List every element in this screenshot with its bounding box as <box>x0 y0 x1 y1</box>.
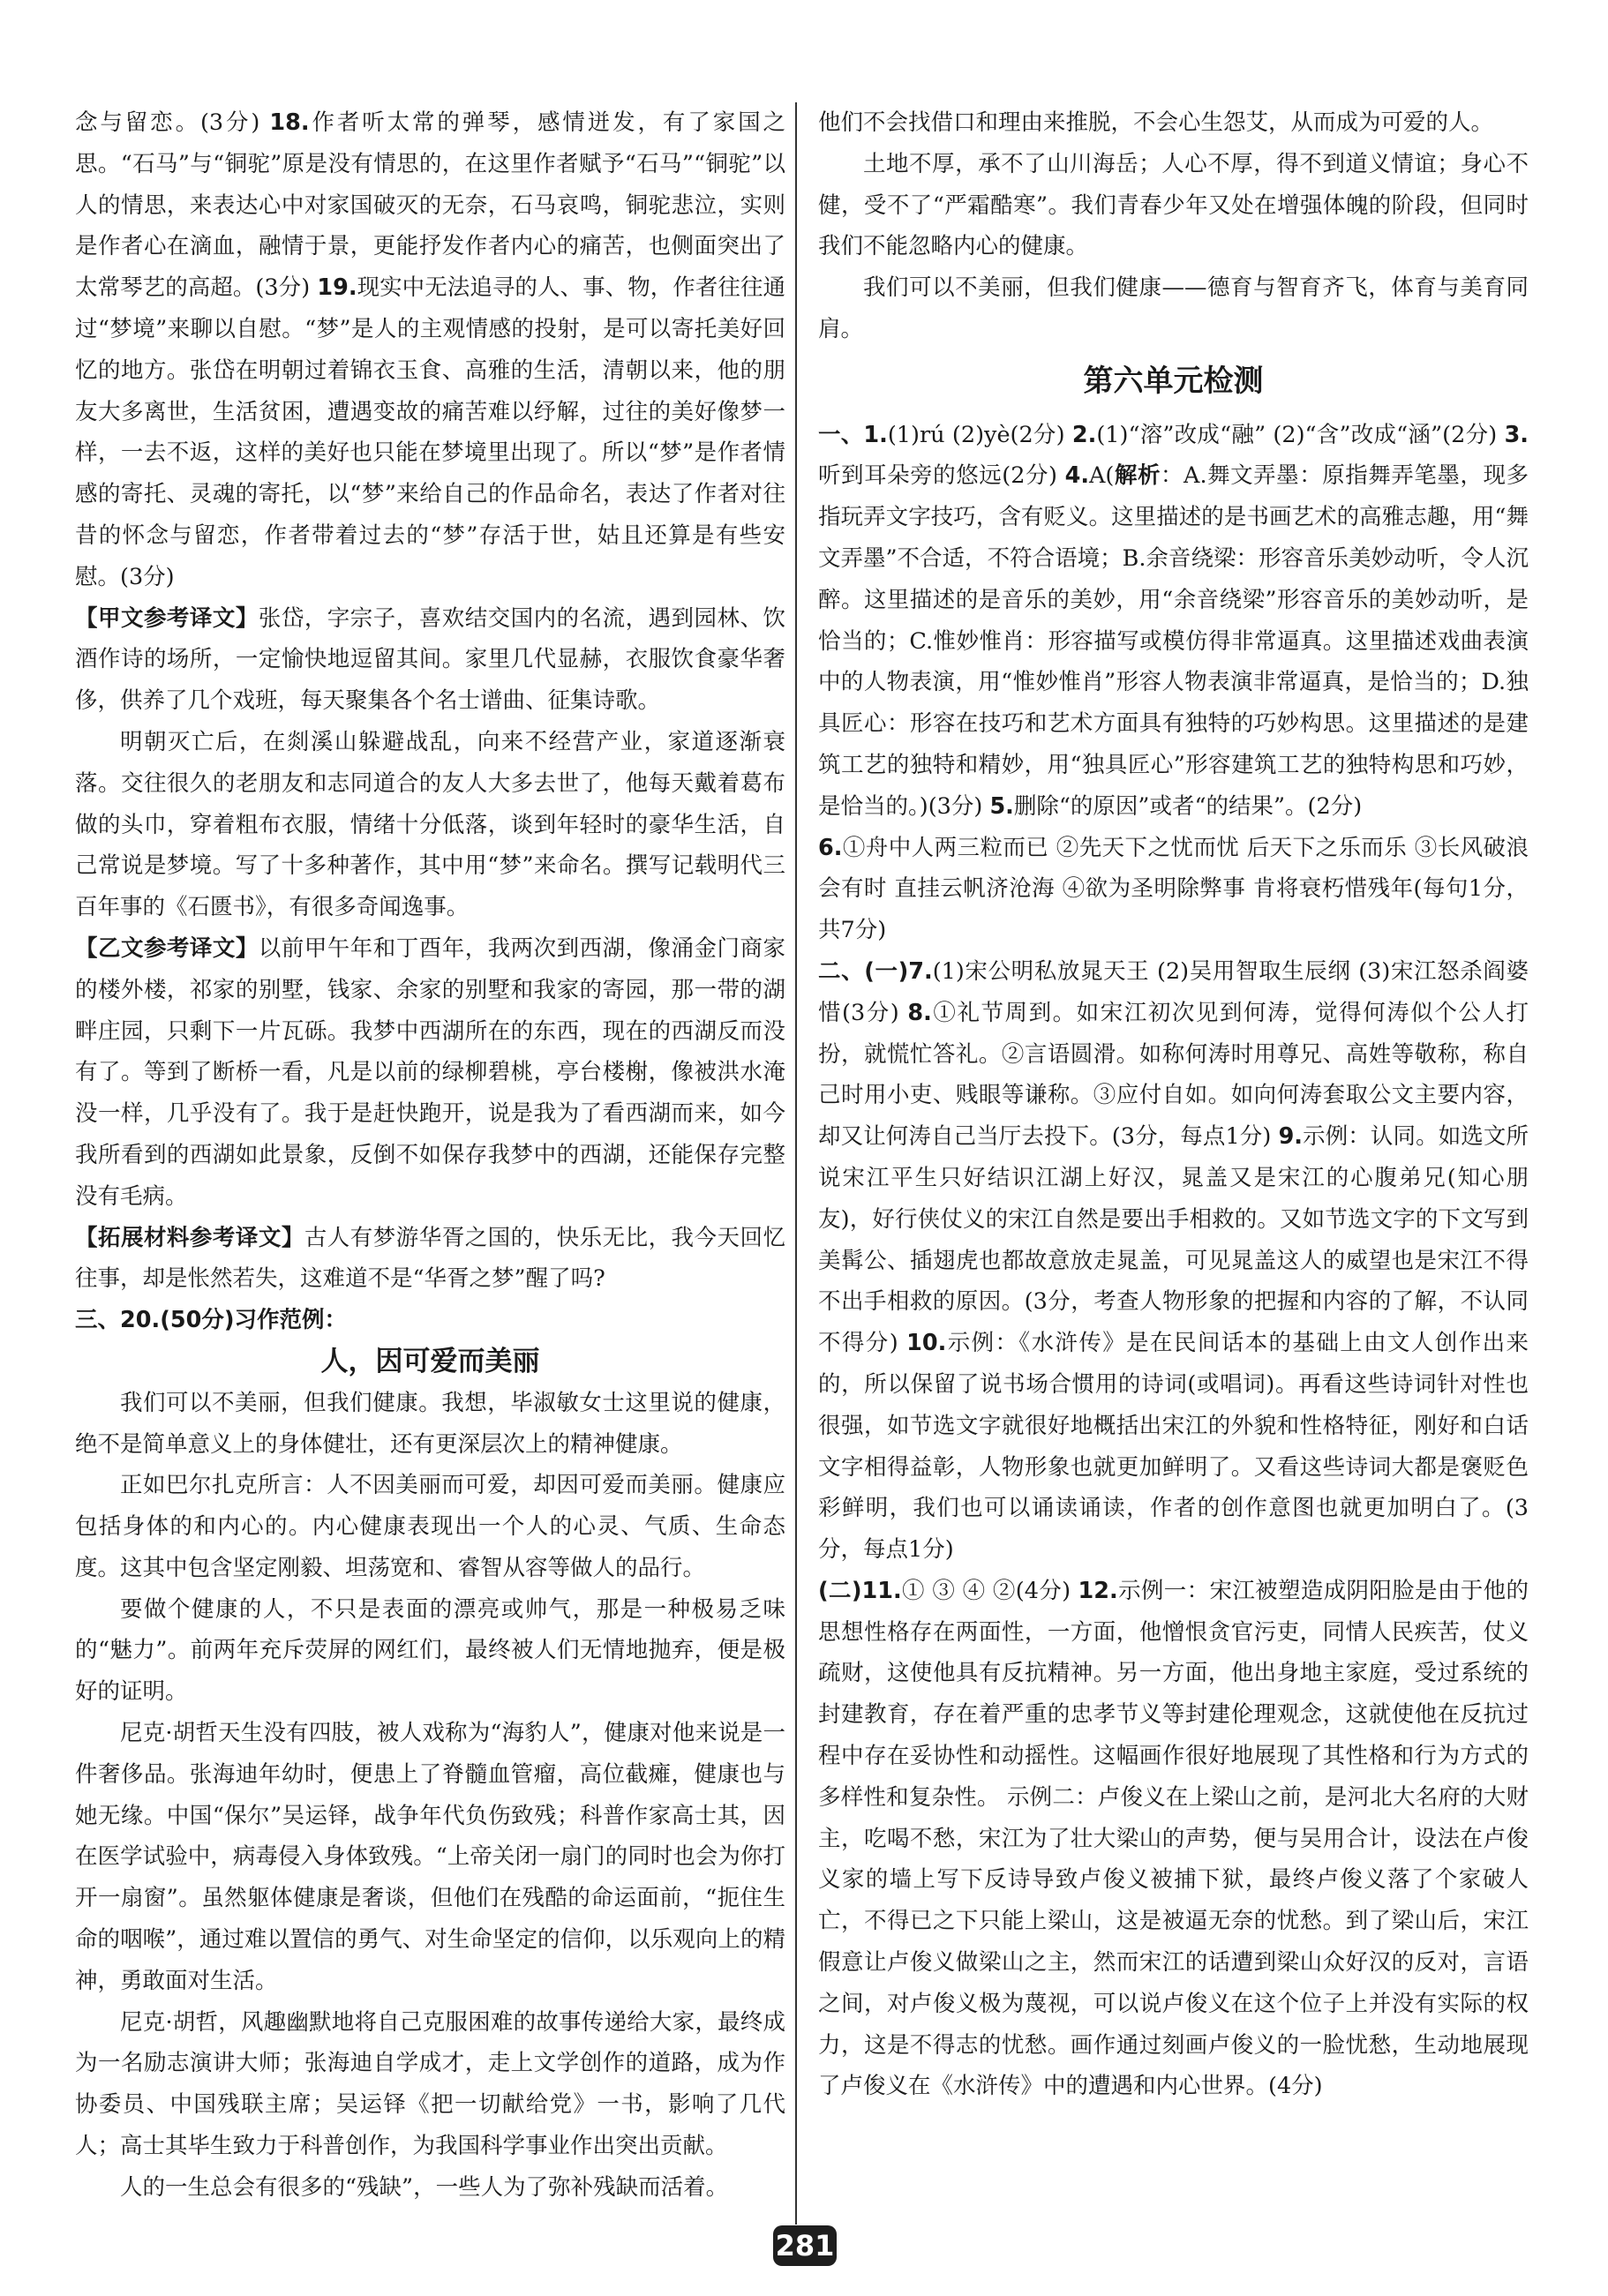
tuozhan-translation: 【拓展材料参考译文】古人有梦游华胥之国的，快乐无比，我今天回忆往事，却是怅然若失，这难道不是“华胥之梦”醒了吗? <box>75 1224 785 1293</box>
section-three-header: 三、20.(50分)习作范例： <box>75 1307 347 1334</box>
right-column <box>818 102 1529 2107</box>
jia-translation-2: 明朝灭亡后，在剡溪山躲避战乱，向来不经营产业，家道逐渐衰落。交往很久的老朋友和志同道合的友人大多去世了，他每天戴着葛布做的头巾，穿着粗布衣服，情绪十分低落，谈到年轻时的豪华生活，自己常说是梦境。写了十多种著作，其中用“梦”来命名。撰写记载明代三百年事的《石匮书》，有很多奇闻逸事。 <box>75 728 785 921</box>
tuozhan-label: 【拓展材料参考译文】 <box>75 1224 304 1251</box>
q18-number: 18. <box>269 109 310 136</box>
essay-para-4: 尼克·胡哲天生没有四肢，被人戏称为“海豹人”，健康对他来说是一件奢侈品。张海迪年幼时，便患上了脊髓血管瘤，高位截瘫，健康也与她无缘。中国“保尔”吴运铎，战争年代负伤致残；科普作家高士其，因在医学试验中，病毒侵入身体致残。“上帝关闭一扇门的同时也会为你打开一扇窗”。虽然躯体健康是奢谈，但他们在残酷的命运面前，“扼住生命的咽喉”，通过难以置信的勇气、对生命坚定的信仰，以乐观向上的精神，勇敢面对生活。 <box>75 1720 785 1994</box>
section-two-a-answers: 二、(一)7.(1)宋公明私放晁天王 (2)吴用智取生辰纲 (3)宋江怒杀阎婆惜(3分) 8.①礼节周到。如宋江初次见到何涛，觉得何涛似个公人打扮，就慌忙答礼。②言语圆滑。如称何涛时用尊兄、高姓等敬称，称自己时用小吏、贱眼等谦称。③应付自如。如向何涛套取公文主要内容，却又让何涛自己当厅去投下。(3分，每点1分) 9.示例：认同。如选文所说宋江平生只好结识江湖上好汉，晁盖又是宋江的心腹弟兄(知心朋友)，好行侠仗义的宋江自然是要出手相救的。又如节选文字的下文写到美髯公、插翅虎也都故意放走晁盖，可见晁盖这人的威望也是宋江不得不出手相救的原因。(3分，考查人物形象的把握和内容的了解，不认同不得分) 10.示例：《水浒传》是在民间话本的基础上由文人创作出来的，所以保留了说书场合惯用的诗词(或唱词)。再看这些诗词针对性也很强，如节选文字就很好地概括出宋江的外貌和性格特征，刚好和白话文字相得益彰，人物形象也就更加鲜明了。又看这些诗词大都是褒贬色彩鲜明，我们也可以诵读诵读，作者的创作意图也就更加明白了。(3分，每点1分) <box>818 957 1529 1564</box>
q19-answer: 现实中无法追寻的人、事、物，作者往往通过“梦境”来聊以自慰。“梦”是人的主观情感的投射，是可以寄托美好回忆的地方。张岱在明朝过着锦衣玉食、高雅的生活，清朝以来，他的朋友大多离世，生活贫困，遭遇变故的痛苦难以纾解，过往的美好像梦一样，一去不返，这样的美好也只能在梦境里出现了。所以“梦”是作者情感的寄托、灵魂的寄托，以“梦”来给自己的作品命名，表达了作者对往昔的怀念与留恋，作者带着过去的“梦”存活于世，姑且还算是有些安慰。(3分) <box>75 274 786 590</box>
q6-answer: 6.①舟中人两三粒而已 ②先天下之忧而忧 后天下之乐而乐 ③长风破浪会有时 直挂云帆济沧海 ④欲为圣明除弊事 肯将衰朽惜残年(每句1分，共7分) <box>818 834 1529 944</box>
essay-title: 人，因可爱而美丽 <box>320 1345 540 1377</box>
essay-para-6: 人的一生总会有很多的“残缺”，一些人为了弥补残缺而活着。 <box>120 2173 729 2201</box>
column-divider <box>795 102 797 2225</box>
page-number: 281 <box>773 2225 837 2266</box>
essay-para-7: 他们不会找借口和理由来推脱，不会心生怨艾，从而成为可爱的人。 <box>818 109 1494 136</box>
essay-para-3: 要做个健康的人，不只是表面的漂亮或帅气，那是一种极易乏味的“魅力”。前两年充斥荧屏的网红们，最终被人们无情地抛弃，便是极好的证明。 <box>75 1595 785 1706</box>
section-one-answers: 一、1.(1)rú (2)yè(2分) 2.(1)“溶”改成“融” (2)“含”改成“涵”(2分) 3.听到耳朵旁的悠远(2分) 4.A(解析：A.舞文弄墨：原指舞弄笔墨，现多指玩弄文字技巧，含有贬义。这里描述的是书画艺术的高雅志趣，用“舞文弄墨”不合适，不符合语境；B.余音绕梁：形容音乐美妙动听，令人沉醉。这里描述的是音乐的美妙，用“余音绕梁”形容音乐的美妙动听，是恰当的；C.惟妙惟肖：形容描写或模仿得非常逼真。这里描述戏曲表演中的人物表演，用“惟妙惟肖”形容人物表演非常逼真，是恰当的；D.独具匠心：形容在技巧和艺术方面具有独特的巧妙构思。这里描述的是建筑工艺的独特和精妙，用“独具匠心”形容建筑工艺的独特构思和巧妙，是恰当的。)(3分) 5.删除“的原因”或者“的结果”。(2分) <box>818 421 1529 820</box>
section-two-b-answers: (二)11.① ③ ④ ②(4分) 12.示例一：宋江被塑造成阴阳脸是由于他的思想性格存在两面性，一方面，他憎恨贪官污吏，同情人民疾苦，仗义疏财，这使他具有反抗精神。另一方面，他出身地主家庭，受过系统的封建教育，存在着严重的忠孝节义等封建伦理观念，这就使他在反抗过程中存在妥协性和动摇性。这幅画作很好地展现了其性格和行为方式的多样性和复杂性。 示例二：卢俊义在上梁山之前，是河北大名府的大财主，吃喝不愁，宋江为了壮大梁山的声势，便与吴用合计，设法在卢俊义家的墙上写下反诗导致卢俊义被捕下狱，最终卢俊义落了个家破人亡，不得已之下只能上梁山，这是被逼无奈的忧愁。到了梁山后，宋江假意让卢俊义做梁山之主，然而宋江的话遭到梁山众好汉的反对，言语之间，对卢俊义极为蔑视，可以说卢俊义在这个位子上并没有实际的权力，这是不得志的忧愁。画作通过刻画卢俊义的一脸忧愁，生动地展现了卢俊义在《水浒传》中的遭遇和内心世界。(4分) <box>818 1577 1529 2100</box>
yi-label: 【乙文参考译文】 <box>75 934 259 962</box>
q18-answer: 作者听太常的弹琴，感情迸发，有了家国之思。“石马”与“铜驼”原是没有情思的，在这里作者赋予“石马”“铜驼”以人的情思，来表达心中对家国破灭的无奈，石马哀鸣，铜驼悲泣，实则是作者心在滴血，融情于景，更能抒发作者内心的痛苦，也侧面突出了太常琴艺的高超。(3分) <box>75 109 785 302</box>
para-q17-end: 念与留恋。(3分) 18.作者听太常的弹琴，感情迸发，有了家国之思。“石马”与“铜驼”原是没有情思的，在这里作者赋予“石马”“铜驼”以人的情思，来表达心中对家国破灭的无奈，石马哀鸣，铜驼悲泣，实则是作者心在滴血，融情于景，更能抒发作者内心的痛苦，也侧面突出了太常琴艺的高超。(3分) 19.现实中无法追寻的人、事、物，作者往往通过“梦境”来聊以自慰。“梦”是人的主观情感的投射，是可以寄托美好回忆的地方。张岱在明朝过着锦衣玉食、高雅的生活，清朝以来，他的朋友大多离世，生活贫困，遭遇变故的痛苦难以纾解，过往的美好像梦一样，一去不返，这样的美好也只能在梦境里出现了。所以“梦”是作者情感的寄托、灵魂的寄托，以“梦”来给自己的作品命名，表达了作者对往昔的怀念与留恋，作者带着过去的“梦”存活于世，姑且还算是有些安慰。(3分) <box>75 109 786 590</box>
yi-translation: 【乙文参考译文】以前甲午年和丁酉年，我两次到西湖，像涌金门商家的楼外楼，祁家的别墅，钱家、余家的别墅和我家的寄园，那一带的湖畔庄园，只剩下一片瓦砾。我梦中西湖所在的东西，现在的西湖反而没有了。等到了断桥一看，凡是以前的绿柳碧桃，亭台楼榭，像被洪水淹没一样，几乎没有了。我于是赶快跑开，说是我为了看西湖而来，如今我所看到的西湖如此景象，反倒不如保存我梦中的西湖，还能保存完整没有毛病。 <box>75 934 785 1210</box>
essay-para-8: 土地不厚，承不了山川海岳；人心不厚，得不到道义情谊；身心不健，受不了“严霜酷寒”。我们青春少年又处在增强体魄的阶段，但同时我们不能忽略内心的健康。 <box>818 150 1529 260</box>
unit-six-title: 第六单元检测 <box>1083 363 1264 399</box>
q19-number: 19. <box>317 274 357 302</box>
essay-para-9: 我们可以不美丽，但我们健康——德育与智育齐飞，体育与美育同肩。 <box>818 274 1529 342</box>
essay-para-2: 正如巴尔扎克所言：人不因美丽而可爱，却因可爱而美丽。健康应包括身体的和内心的。内心健康表现出一个人的心灵、气质、生命态度。这其中包含坚定刚毅、坦荡宽和、睿智从容等做人的品行。 <box>75 1472 785 1581</box>
left-column <box>75 102 785 2209</box>
essay-para-5: 尼克·胡哲，风趣幽默地将自己克服困难的故事传递给大家，最终成为一名励志演讲大师；张海迪自学成才，走上文学创作的道路，成为作协委员、中国残联主席；吴运铎《把一切献给党》一书，影响了几代人；高士其毕生致力于科普创作，为我国科学事业作出突出贡献。 <box>75 2008 785 2160</box>
essay-para-1: 我们可以不美丽，但我们健康。我想，毕淑敏女士这里说的健康，绝不是简单意义上的身体健壮，还有更深层次上的精神健康。 <box>75 1389 785 1458</box>
jia-translation: 【甲文参考译文】张岱，字宗子，喜欢结交国内的名流，遇到园林、饮酒作诗的场所，一定愉快地逗留其间。家里几代显赫，衣服饮食豪华奢侈，供养了几个戏班，每天聚集各个名士谱曲、征集诗歌。 <box>75 604 785 715</box>
jia-label: 【甲文参考译文】 <box>75 604 259 632</box>
